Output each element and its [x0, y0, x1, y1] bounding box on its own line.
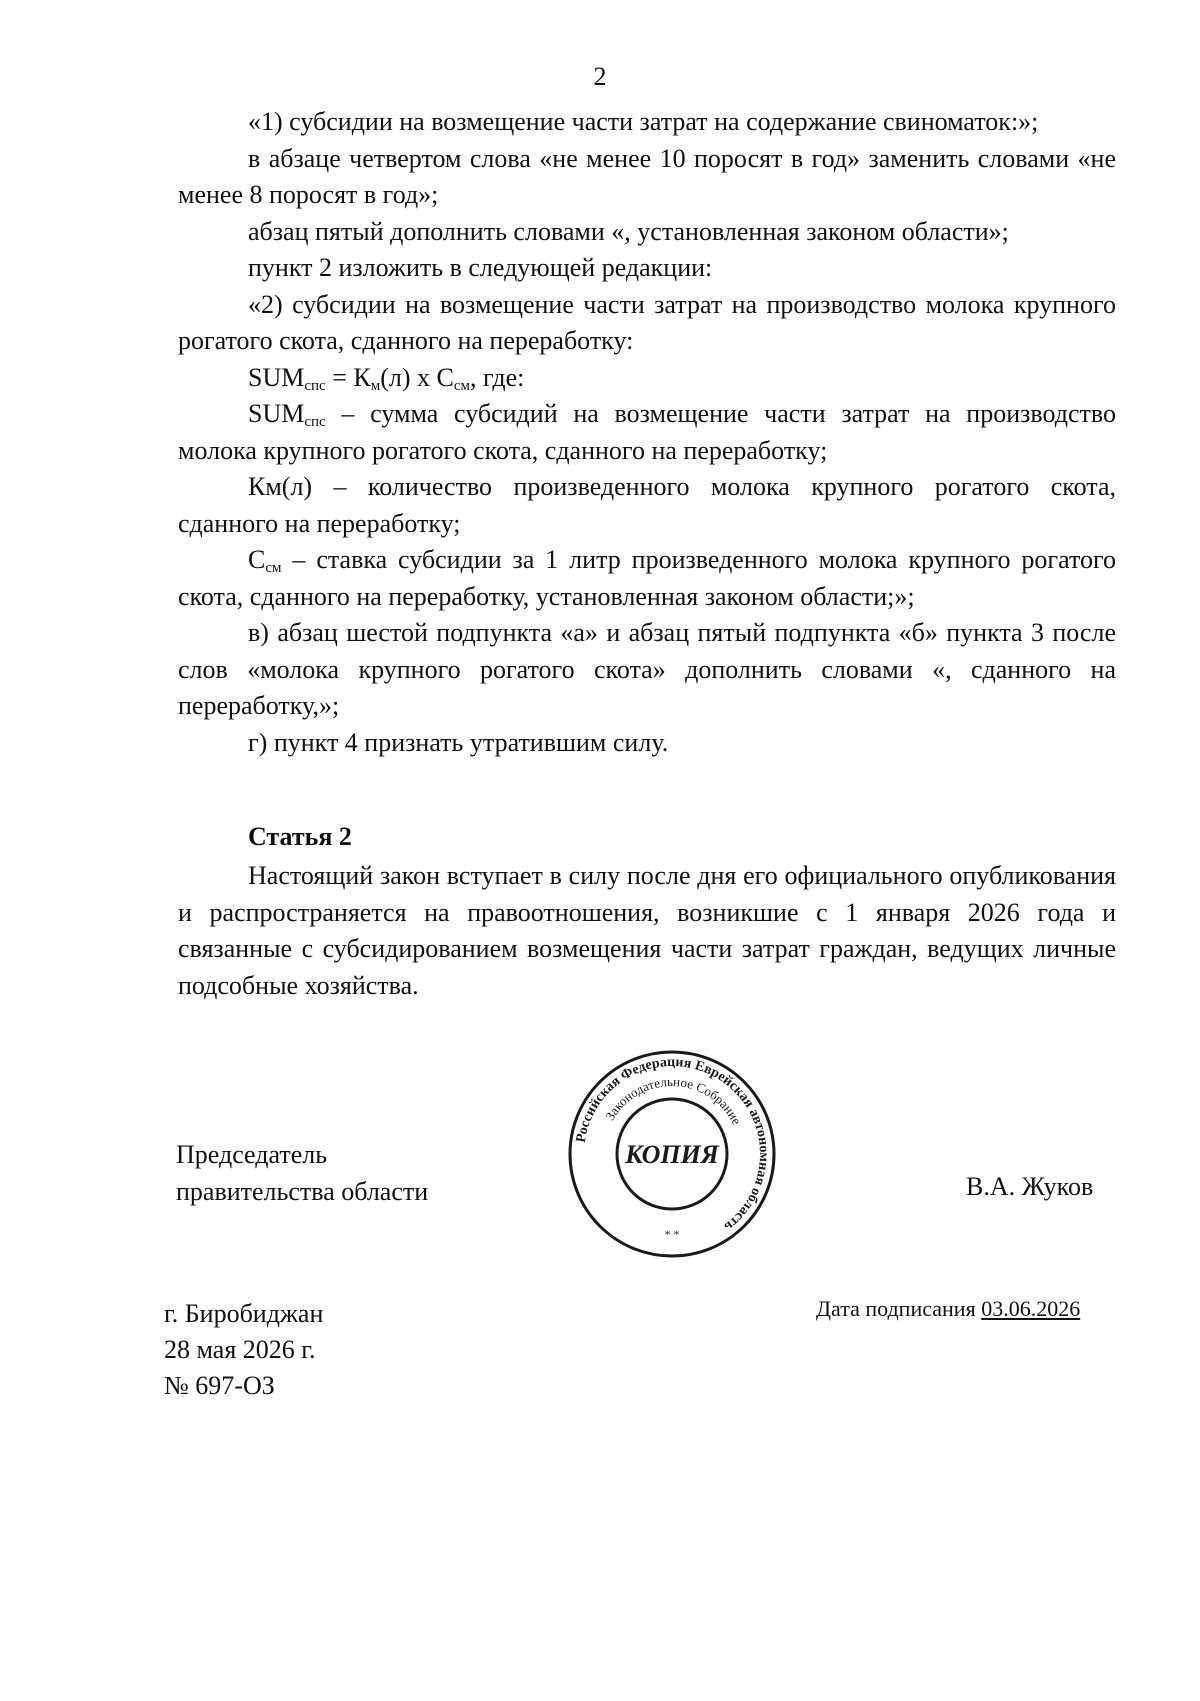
page-number: 2	[593, 62, 607, 91]
footer-number: № 697-ОЗ	[164, 1371, 275, 1400]
formula-tail: , где:	[470, 362, 525, 392]
signatory-title-line-2: правительства области	[176, 1177, 429, 1206]
paragraph-2: в абзаце четвертом слова «не менее 10 поросят в год» заменить словами «не менее 8 поросят в год»;	[178, 143, 1116, 209]
seal-center-text: КОПИЯ	[625, 1140, 719, 1169]
article-2-text: Настоящий закон вступает в силу после дня его официального опубликования и распространяется на правоотношения, возникшие с 1 января 2026 года и связанные с субсидированием возмещения части затрат граждан, ведущих личные подсобные хозяйства.	[178, 861, 1116, 1000]
def-sum-text: – сумма субсидий на возмещение части затрат на производство молока крупного рогатого скота, сданного на переработку;	[178, 399, 1116, 465]
formula-cm-sub: см	[453, 377, 471, 394]
def-cm-sub: см	[265, 560, 282, 576]
signing-date-label: Дата подписания	[816, 1296, 976, 1321]
def-sum-sub: спс	[304, 414, 326, 430]
signatory-name: В.А. Жуков	[966, 1172, 1094, 1201]
formula-mid: (л) х С	[380, 362, 454, 392]
footer-city: г. Биробиджан	[164, 1299, 324, 1328]
paragraph-v: в) абзац шестой подпункта «а» и абзац пятый подпункта «б» пункта 3 после слов «молока крупного рогатого скота» дополнить словами «, сданного на переработку,»;	[178, 618, 1116, 720]
signatory-title-line-1: Председатель	[176, 1140, 328, 1169]
paragraph-3: абзац пятый дополнить словами «, установленная законом области»;	[248, 216, 1009, 246]
formula-sum: SUM	[248, 362, 305, 392]
official-seal-stamp	[566, 1048, 778, 1260]
article-2-heading: Статья 2	[248, 822, 352, 851]
formula-eq: = К	[325, 362, 371, 392]
formula-line	[178, 360, 1116, 397]
footer-date: 28 мая 2026 г.	[164, 1335, 316, 1364]
paragraph-g: г) пункт 4 признать утратившим силу.	[248, 727, 669, 757]
signing-date-block	[816, 1296, 1080, 1322]
definition-cm	[178, 542, 1116, 615]
paragraph-5: «2) субсидии на возмещение части затрат на производство молока крупного рогатого скота, сданного на переработку:	[178, 289, 1116, 355]
formula-km-sub: м	[370, 377, 381, 394]
signatory-title	[176, 1136, 428, 1210]
def-cm-text: – ставка субсидии за 1 литр произведенного молока крупного рогатого скота, сданного на переработку, установленная законом области;»;	[178, 545, 1116, 611]
formula-sum-sub: спс	[304, 377, 326, 394]
paragraph-1: «1) субсидии на возмещение части затрат на содержание свиноматок:»;	[248, 107, 1039, 136]
seal-inner-textpath: Законодательное Собрание	[602, 1073, 745, 1128]
seal-outer-textpath: Российская Федерация Еврейская автономная область	[573, 1054, 772, 1235]
definition-km: Км(л) – количество произведенного молока крупного рогатого скота, сданного на переработку;	[178, 472, 1116, 538]
def-sum-label: SUM	[248, 399, 305, 428]
def-cm-label: С	[248, 545, 266, 574]
definition-sum	[178, 396, 1116, 469]
article-2-body	[178, 858, 1116, 1004]
seal-stars: * *	[664, 1227, 680, 1241]
paragraph-4: пункт 2 изложить в следующей редакции:	[248, 253, 713, 282]
document-footer	[164, 1296, 323, 1404]
signing-date-value: 03.06.2026	[981, 1296, 1081, 1321]
amendments-text	[178, 104, 1116, 761]
